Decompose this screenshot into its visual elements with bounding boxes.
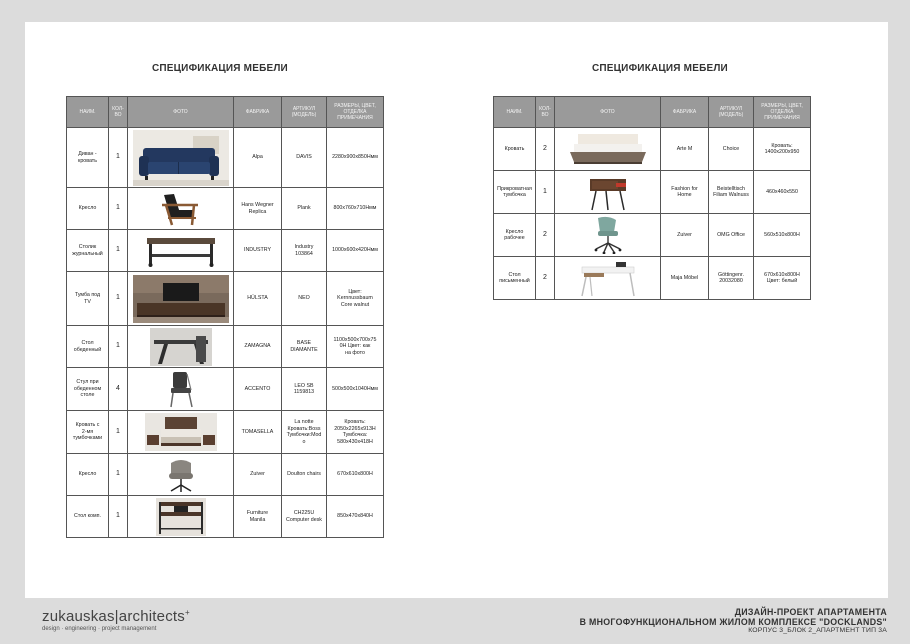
item-qty: 1 <box>109 272 128 326</box>
item-name: Столик журнальный <box>67 230 109 272</box>
item-qty: 2 <box>536 128 555 171</box>
item-photo <box>128 368 234 411</box>
left-spec-title: СПЕЦИФИКАЦИЯ МЕБЕЛИ <box>152 63 288 74</box>
logo-tagline: design · engineering · project management <box>42 626 157 632</box>
item-model: Plank <box>282 188 327 230</box>
item-name: Кресло <box>67 454 109 496</box>
item-factory: INDUSTRY <box>234 230 282 272</box>
item-qty: 2 <box>536 214 555 257</box>
dining-chair-image <box>165 370 197 408</box>
header-model: АРТИКУЛ (МОДЕЛЬ) <box>709 97 754 128</box>
item-notes: 670х610х800Н <box>327 454 384 496</box>
item-name: Стол комп. <box>67 496 109 538</box>
tv-stand-image <box>133 275 229 323</box>
header-factory: ФАБРИКА <box>234 97 282 128</box>
header-qty: КОЛ- ВО <box>109 97 128 128</box>
item-photo <box>128 128 234 188</box>
item-notes: 800х760х710Нмм <box>327 188 384 230</box>
header-factory: ФАБРИКА <box>661 97 709 128</box>
item-qty: 1 <box>109 454 128 496</box>
table-row <box>67 230 384 272</box>
header-qty: КОЛ- ВО <box>536 97 555 128</box>
header-photo: ФОТО <box>128 97 234 128</box>
dining-table-image <box>150 328 212 366</box>
item-qty: 1 <box>109 326 128 368</box>
item-notes: 670х610х800Н Цвет: белый <box>754 257 811 300</box>
item-qty: 2 <box>536 257 555 300</box>
item-qty: 1 <box>109 496 128 538</box>
table-row <box>494 257 811 300</box>
item-model: Göttingenr. 20032080 <box>709 257 754 300</box>
bed-with-nightstands-image <box>145 413 217 451</box>
item-factory: Alpa <box>234 128 282 188</box>
item-notes: 1000х600х420Нмм <box>327 230 384 272</box>
item-notes: 500х500х1040Нмм <box>327 368 384 411</box>
logo-separator: | <box>114 608 119 625</box>
table-row <box>67 411 384 454</box>
item-model: NEO <box>282 272 327 326</box>
logo-mark: + <box>184 608 190 617</box>
item-notes: 2280х900х850Нмм <box>327 128 384 188</box>
item-name: Стол обеденный <box>67 326 109 368</box>
item-qty: 1 <box>109 230 128 272</box>
item-photo <box>555 257 661 300</box>
item-notes: Цвет: Kernnussbaum Core walnut <box>327 272 384 326</box>
item-qty: 1 <box>109 188 128 230</box>
item-qty: 1 <box>536 171 555 214</box>
left-spec-table <box>66 96 384 538</box>
item-photo <box>128 326 234 368</box>
table-row <box>67 368 384 411</box>
item-name: Кровать с 2-мя тумбочками <box>67 411 109 454</box>
item-qty: 1 <box>109 128 128 188</box>
item-factory: HÜLSTA <box>234 272 282 326</box>
item-photo <box>555 214 661 257</box>
table-row <box>67 128 384 188</box>
item-name: Прикроватная тумбочка <box>494 171 536 214</box>
item-model: Industry 103864 <box>282 230 327 272</box>
item-notes: 850х470х840Н <box>327 496 384 538</box>
item-photo <box>128 411 234 454</box>
table-row <box>67 326 384 368</box>
right-spec-table <box>493 96 811 300</box>
lounge-chair-image <box>156 191 206 227</box>
item-photo <box>128 496 234 538</box>
office-chair-image <box>590 216 626 254</box>
item-name: Тумба под TV <box>67 272 109 326</box>
item-photo <box>128 272 234 326</box>
header-name: НАИМ. <box>494 97 536 128</box>
table-row <box>494 214 811 257</box>
item-factory: ZAMAGNA <box>234 326 282 368</box>
bedside-table-image <box>588 173 628 211</box>
swivel-armchair-image <box>163 457 199 493</box>
bed-image <box>570 132 646 166</box>
project-subtitle: В МНОГОФУНКЦИОНАЛЬНОМ ЖИЛОМ КОМПЛЕКСЕ "DOCKLANDS" <box>579 617 887 627</box>
item-factory: Fashion for Home <box>661 171 709 214</box>
item-model: DAVIS <box>282 128 327 188</box>
item-name: Кресло <box>67 188 109 230</box>
item-model: Choice <box>709 128 754 171</box>
table-row <box>67 454 384 496</box>
item-factory: Arte M <box>661 128 709 171</box>
item-model: CH225U Computer desk <box>282 496 327 538</box>
right-header-row <box>494 97 811 128</box>
table-row <box>494 171 811 214</box>
item-notes: 560х510х800Н <box>754 214 811 257</box>
left-header-row <box>67 97 384 128</box>
coffee-table-image <box>145 234 217 268</box>
header-model: АРТИКУЛ (МОДЕЛЬ) <box>282 97 327 128</box>
project-location: КОРПУС 3_БЛОК 2_АПАРТМЕНТ ТИП 3А <box>748 627 887 634</box>
item-qty: 4 <box>109 368 128 411</box>
item-photo <box>555 128 661 171</box>
item-photo <box>128 454 234 496</box>
item-model: OMG Office <box>709 214 754 257</box>
item-notes: Кровать: 1400х200х950 <box>754 128 811 171</box>
table-row <box>494 128 811 171</box>
item-notes: 460х460х550 <box>754 171 811 214</box>
header-notes: РАЗМЕРЫ, ЦВЕТ, ОТДЕЛКА ПРИМЕЧАНИЯ <box>754 97 811 128</box>
header-name: НАИМ. <box>67 97 109 128</box>
item-photo <box>128 230 234 272</box>
item-factory: ACCENTO <box>234 368 282 411</box>
item-factory: TOMASELLA <box>234 411 282 454</box>
item-model: BASE DIAMANTE <box>282 326 327 368</box>
table-row <box>67 496 384 538</box>
logo-brand: zukauskas <box>42 608 115 625</box>
item-model: La notte Кровать:Boss Тумбочки:Mod o <box>282 411 327 454</box>
sofa-bed-image <box>133 130 229 186</box>
writing-desk-image <box>580 259 636 297</box>
logo-suffix: architects <box>118 608 185 625</box>
header-photo: ФОТО <box>555 97 661 128</box>
item-factory: Maja Möbel <box>661 257 709 300</box>
item-model: LEO SB 1159813 <box>282 368 327 411</box>
item-factory: Zuiver <box>661 214 709 257</box>
item-factory: Furniture Manila <box>234 496 282 538</box>
header-notes: РАЗМЕРЫ, ЦВЕТ, ОТДЕЛКА ПРИМЕЧАНИЯ <box>327 97 384 128</box>
item-photo <box>555 171 661 214</box>
right-spec-title: СПЕЦИФИКАЦИЯ МЕБЕЛИ <box>592 63 728 74</box>
item-name: Кресло рабочее <box>494 214 536 257</box>
project-title: ДИЗАЙН-ПРОЕКТ АПАРТАМЕНТА <box>734 607 887 617</box>
item-name: Кровать <box>494 128 536 171</box>
item-factory: Zuiver <box>234 454 282 496</box>
item-notes: 1100х500х700х75 0Н Цвет: как на фото <box>327 326 384 368</box>
item-qty: 1 <box>109 411 128 454</box>
table-row <box>67 188 384 230</box>
item-photo <box>128 188 234 230</box>
item-model: Doulton chairs <box>282 454 327 496</box>
table-row <box>67 272 384 326</box>
item-factory: Hans Wegner Replica <box>234 188 282 230</box>
item-name: Диван - кровать <box>67 128 109 188</box>
computer-desk-image <box>156 498 206 536</box>
item-notes: Кровать: 2050х2265х913Н Тумбочка: 580х430х418Н <box>327 411 384 454</box>
project-title-block <box>580 607 887 635</box>
item-model: Beistelltisch Filiam Walnuss <box>709 171 754 214</box>
company-logo <box>42 608 190 632</box>
item-name: Стул при обеденном столе <box>67 368 109 411</box>
item-name: Стол письменный <box>494 257 536 300</box>
